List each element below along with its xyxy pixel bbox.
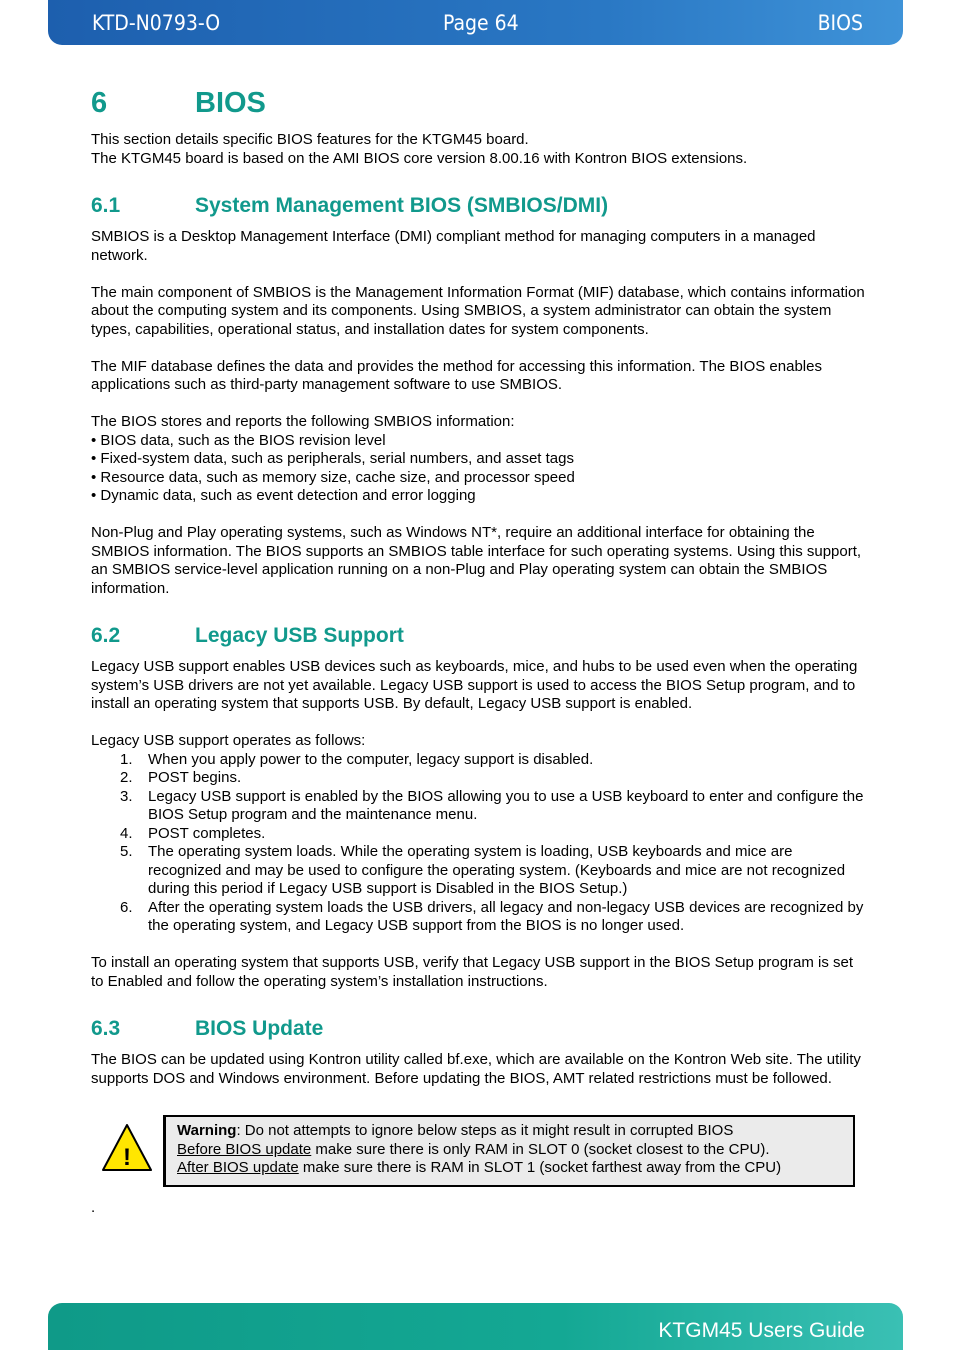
section-number: 6.2 [91,624,121,647]
section-title: Legacy USB Support [195,624,404,647]
list-item: 3. Legacy USB support is enabled by the BIOS allowing you to use a USB keyboard to enter and configure the BIOS Setup program and the maintenance menu. [120,787,864,823]
section-heading-6-2 [91,620,866,652]
bullet-item: • Dynamic data, such as event detection and error logging [91,487,476,504]
page-header [48,0,903,45]
paragraph: To install an operating system that supports USB, verify that Legacy USB support in the BIOS Setup program is set to Enabled and follow the operating system’s installation instructions. [91,954,854,990]
section-number: 6.3 [91,1017,121,1040]
guide-title: KTGM45 Users Guide [658,1319,865,1342]
warning-label: Warning [177,1122,237,1139]
section-title: System Management BIOS (SMBIOS/DMI) [195,194,609,217]
section-title: BIOS Update [195,1017,324,1040]
header-section: BIOS [817,11,863,35]
paragraph: The BIOS can be updated using Kontron utility called bf.exe, which are available on the Kontron Web site. The utility supports DOS and Windows environment. Before updating the BIOS, AMT related restrictions must be followed. [91,1051,861,1087]
section-heading-6-3 [91,1013,866,1045]
paragraph: The main component of SMBIOS is the Management Information Format (MIF) database, which contains information about the computing system and its components. Using SMBIOS, a system administrator can obtain the system types, capabilities, operational status, and installation dates for system components. [91,283,865,338]
before-update-label: Before BIOS update [177,1140,312,1158]
chapter-heading [91,84,866,122]
list-item: 1. When you apply power to the computer, legacy support is disabled. [120,750,594,768]
paragraph: Legacy USB support enables USB devices such as keyboards, mice, and hubs to be used even when the operating system’s USB drivers are not yet available. Legacy USB support is used to access the BIOS Setup program, and to install an operating system that supports USB. By default, Legacy USB support is enabled. [91,658,858,712]
warning-triangle-icon [101,1123,153,1173]
numbered-list [91,751,866,936]
page-number: Page 64 [443,11,519,35]
chapter-intro-line: The KTGM45 board is based on the AMI BIOS core version 8.00.16 with Kontron BIOS extensions. [91,149,748,167]
paragraph: Legacy USB support operates as follows: [91,732,366,749]
list-item: 2. POST begins. [120,769,242,786]
chapter-number: 6 [91,86,108,119]
paragraph: Non-Plug and Play operating systems, such as Windows NT*, require an additional interface for obtaining the SMBIOS information. The BIOS supports an SMBIOS table interface for such operating systems. Using this support, an SMBIOS service-level application running on a non-Plug and Play operating system can obtain the SMBIOS information. [91,524,862,597]
warning-line: Before BIOS update make sure there is only RAM in SLOT 0 (socket closest to the CPU). [177,1140,770,1158]
list-item: 6. After the operating system loads the USB drivers, all legacy and non-legacy USB devices are recognized by the operating system, and Legacy USB support from the BIOS is no longer used. [120,898,864,934]
warning-line: After BIOS update make sure there is RAM in SLOT 1 (socket farthest away from the CPU) [177,1159,782,1176]
warning-block [91,1115,866,1193]
section-heading-6-1 [91,190,866,222]
bullet-item: • Resource data, such as memory size, cache size, and processor speed [91,468,575,486]
document-id: KTD-N0793-O [92,11,221,35]
paragraph: The BIOS stores and reports the following SMBIOS information: [91,413,515,430]
chapter-title: BIOS [195,86,266,119]
warning-box [163,1115,855,1187]
warning-line: Warning: Do not attempts to ignore below steps as it might result in corrupted BIOS [177,1122,734,1139]
paragraph: SMBIOS is a Desktop Management Interface (DMI) compliant method for managing computers in a managed network. [91,228,816,264]
list-item: 5. The operating system loads. While the operating system is loading, USB keyboards and mice are recognized and may be used to configure the operating system. (Keyboards and mice are not recognized during this period if Legacy USB support is Disabled in the BIOS Setup.) [120,843,846,897]
list-item: 4. POST completes. [120,824,266,842]
chapter-intro-line: This section details specific BIOS features for the KTGM45 board. [91,131,529,148]
paragraph: The MIF database defines the data and provides the method for accessing this information. The BIOS enables applications such as third-party management software to use SMBIOS. [91,357,822,393]
trailing-period: . [91,1199,96,1216]
page-footer [48,1303,903,1350]
bullet-item: • Fixed-system data, such as peripherals, serial numbers, and asset tags [91,450,574,467]
section-number: 6.1 [91,194,121,217]
bullet-item: • BIOS data, such as the BIOS revision level [91,431,386,449]
page-content [91,84,866,1216]
svg-text:!: ! [123,1144,131,1171]
after-update-label: After BIOS update [177,1159,299,1176]
